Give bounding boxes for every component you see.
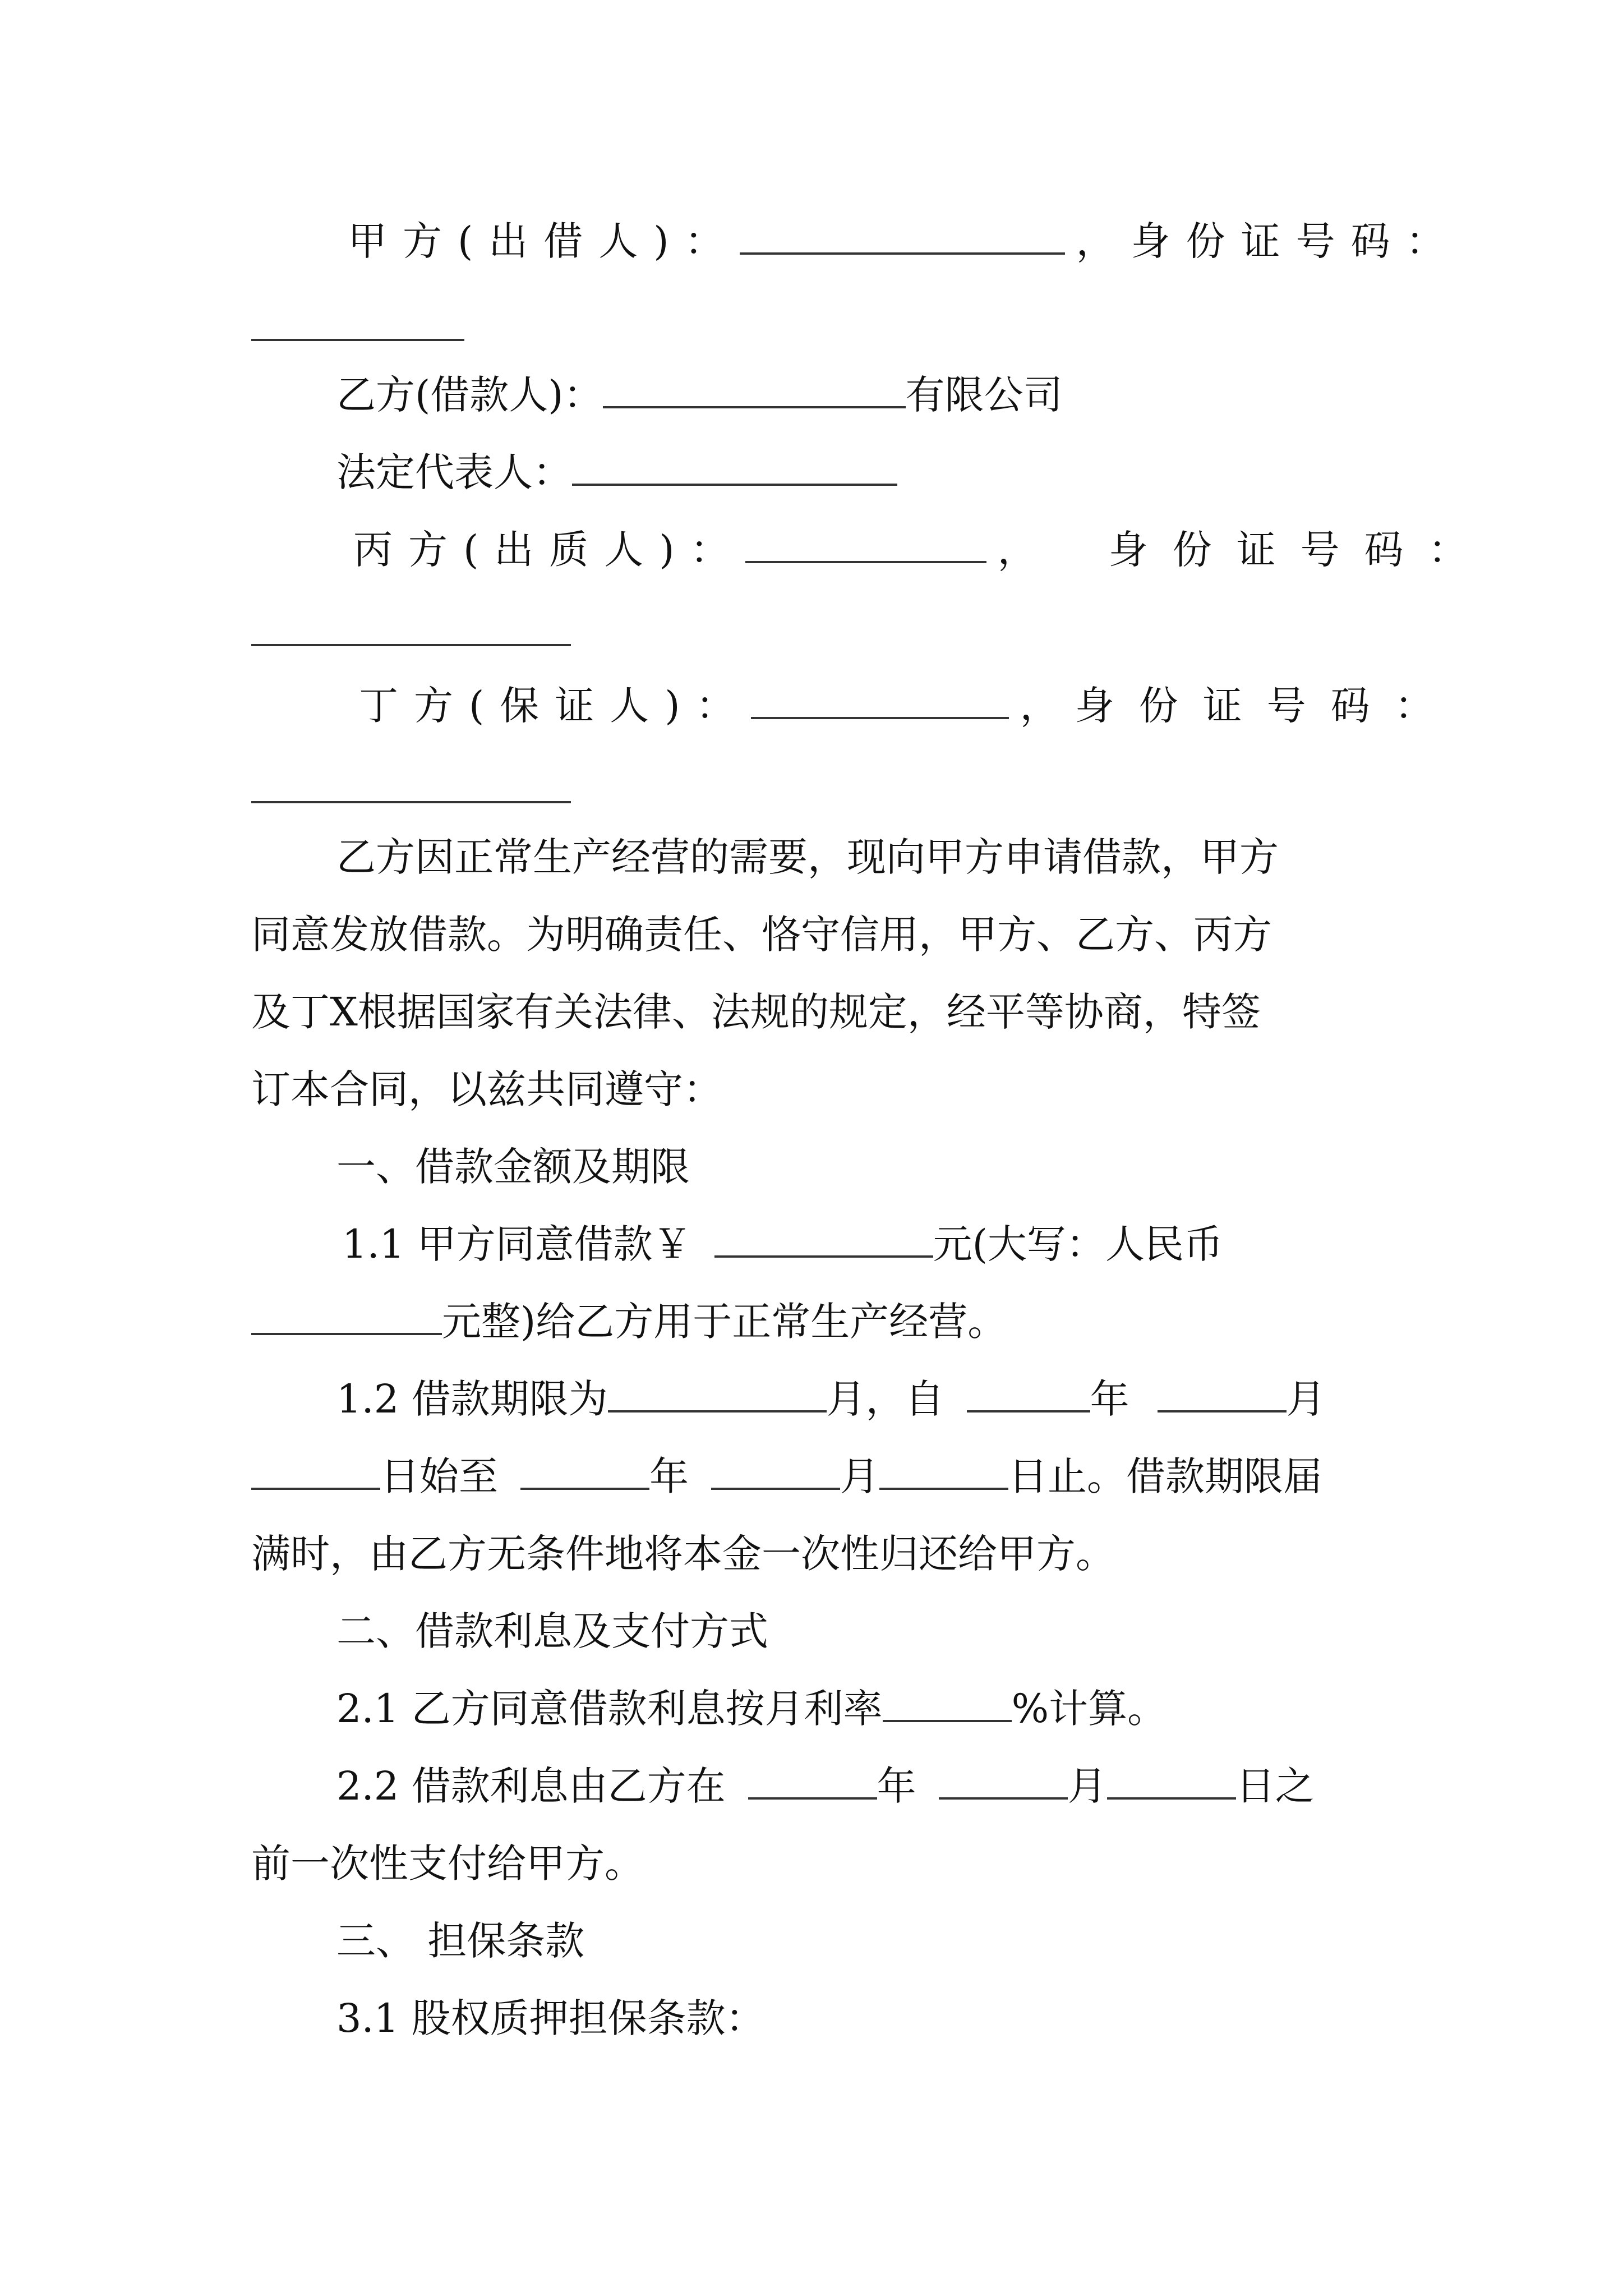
end-year-blank[interactable] [520,1450,649,1490]
clause-1-2-end-day: 日止。借款期限届 [1008,1453,1322,1499]
preamble-line-1: 乙方因正常生产经营的需要，现向甲方申请借款，甲方 [336,834,1279,880]
party-c-sep: ， [997,527,1053,573]
preamble-line-2: 同意发放借款。为明确责任、恪守信用，甲方、乙方、丙方 [251,912,1272,958]
clause-1-2-month: 月 [1286,1376,1326,1422]
party-d-sep: ， [1020,683,1075,729]
section-1-heading: 一、借款金额及期限 [336,1144,690,1190]
clause-2-2-day: 日之 [1235,1763,1315,1809]
amount-figures-blank[interactable] [714,1217,933,1258]
clause-1-1-line [342,1216,1223,1272]
amount-words-blank[interactable] [251,1295,442,1335]
clause-2-1-label: 2.1 乙方同意借款利息按月利率 [336,1686,883,1732]
clause-2-2-month: 月 [1067,1763,1107,1809]
clause-1-1-amount-label: 1.1 甲方同意借款￥ [342,1221,692,1267]
clause-2-2-line-2: 前一次性支付给甲方。 [251,1841,644,1887]
end-month-blank[interactable] [711,1450,840,1490]
clause-1-2-year: 年 [1090,1376,1129,1422]
party-c-id-blank[interactable] [251,644,571,646]
legal-rep-label: 法定代表人： [336,449,572,495]
party-b-label: 乙方(借款人)： [336,372,603,418]
clause-1-1-purpose: 元整)给乙方用于正常生产经营。 [442,1299,1007,1345]
clause-1-2-end-month: 月 [840,1453,879,1499]
party-a-id-label: 身份证号码： [1131,218,1461,264]
clause-2-1-line [336,1681,1166,1737]
party-a-sep: ， [1076,218,1131,264]
section-2-heading: 二、借款利息及支付方式 [336,1608,768,1654]
start-year-blank[interactable] [967,1372,1090,1412]
party-c-id-label: 身份证号码： [1108,527,1492,573]
clause-2-2-line [336,1758,1315,1814]
party-d-id-label: 身份证号码： [1075,683,1459,729]
legal-rep-blank[interactable] [572,445,897,486]
interest-day-blank[interactable] [1107,1759,1236,1800]
clause-1-2-until: 日始至 [380,1453,498,1499]
end-day-blank[interactable] [879,1450,1008,1490]
clause-1-2-line [336,1371,1326,1427]
party-c-line [353,522,1492,578]
monthly-rate-blank[interactable] [883,1682,1012,1722]
interest-year-blank[interactable] [748,1759,877,1800]
clause-1-2-end-year: 年 [649,1453,689,1499]
clause-1-2-from: 月，自 [826,1376,944,1422]
clause-2-2-label: 2.2 借款利息由乙方在 [336,1763,726,1809]
term-months-blank[interactable] [608,1372,827,1412]
party-a-line [348,213,1461,269]
party-d-line [359,678,1459,734]
interest-month-blank[interactable] [939,1759,1068,1800]
clause-1-2-line-2 [251,1448,1322,1504]
clause-3-1-line: 3.1 股权质押担保条款： [336,1995,765,2041]
clause-1-1-line-2 [251,1294,1007,1350]
party-d-id-blank[interactable] [251,801,571,803]
clause-1-2-label: 1.2 借款期限为 [336,1376,608,1422]
party-d-label: 丁方(保证人)： [359,683,751,729]
clause-1-2-line-3: 满时，由乙方无条件地将本金一次性归还给甲方。 [251,1531,1115,1577]
party-b-suffix: 有限公司 [905,372,1063,418]
party-a-id-blank[interactable] [251,339,464,341]
party-c-name-blank[interactable] [745,523,986,563]
preamble-line-3: 及丁X根据国家有关法律、法规的规定，经平等协商，特签 [251,989,1261,1035]
start-month-blank[interactable] [1158,1372,1287,1412]
party-b-name-blank[interactable] [603,368,906,408]
clause-2-1-percent: %计算。 [1011,1686,1167,1732]
clause-1-1-words-label: 元(大写：人民币 [933,1221,1223,1267]
clause-2-2-year: 年 [877,1763,916,1809]
start-day-blank[interactable] [251,1450,380,1490]
party-d-name-blank[interactable] [751,679,1009,719]
party-a-name-blank[interactable] [740,214,1065,255]
preamble-line-4: 订本合同，以兹共同遵守： [251,1066,722,1112]
party-a-label: 甲方(出借人)： [348,218,740,264]
party-b-line [336,367,1063,423]
party-c-label: 丙方(出质人)： [353,527,745,573]
legal-rep-line [336,444,897,500]
section-3-heading: 三、 担保条款 [336,1918,585,1964]
